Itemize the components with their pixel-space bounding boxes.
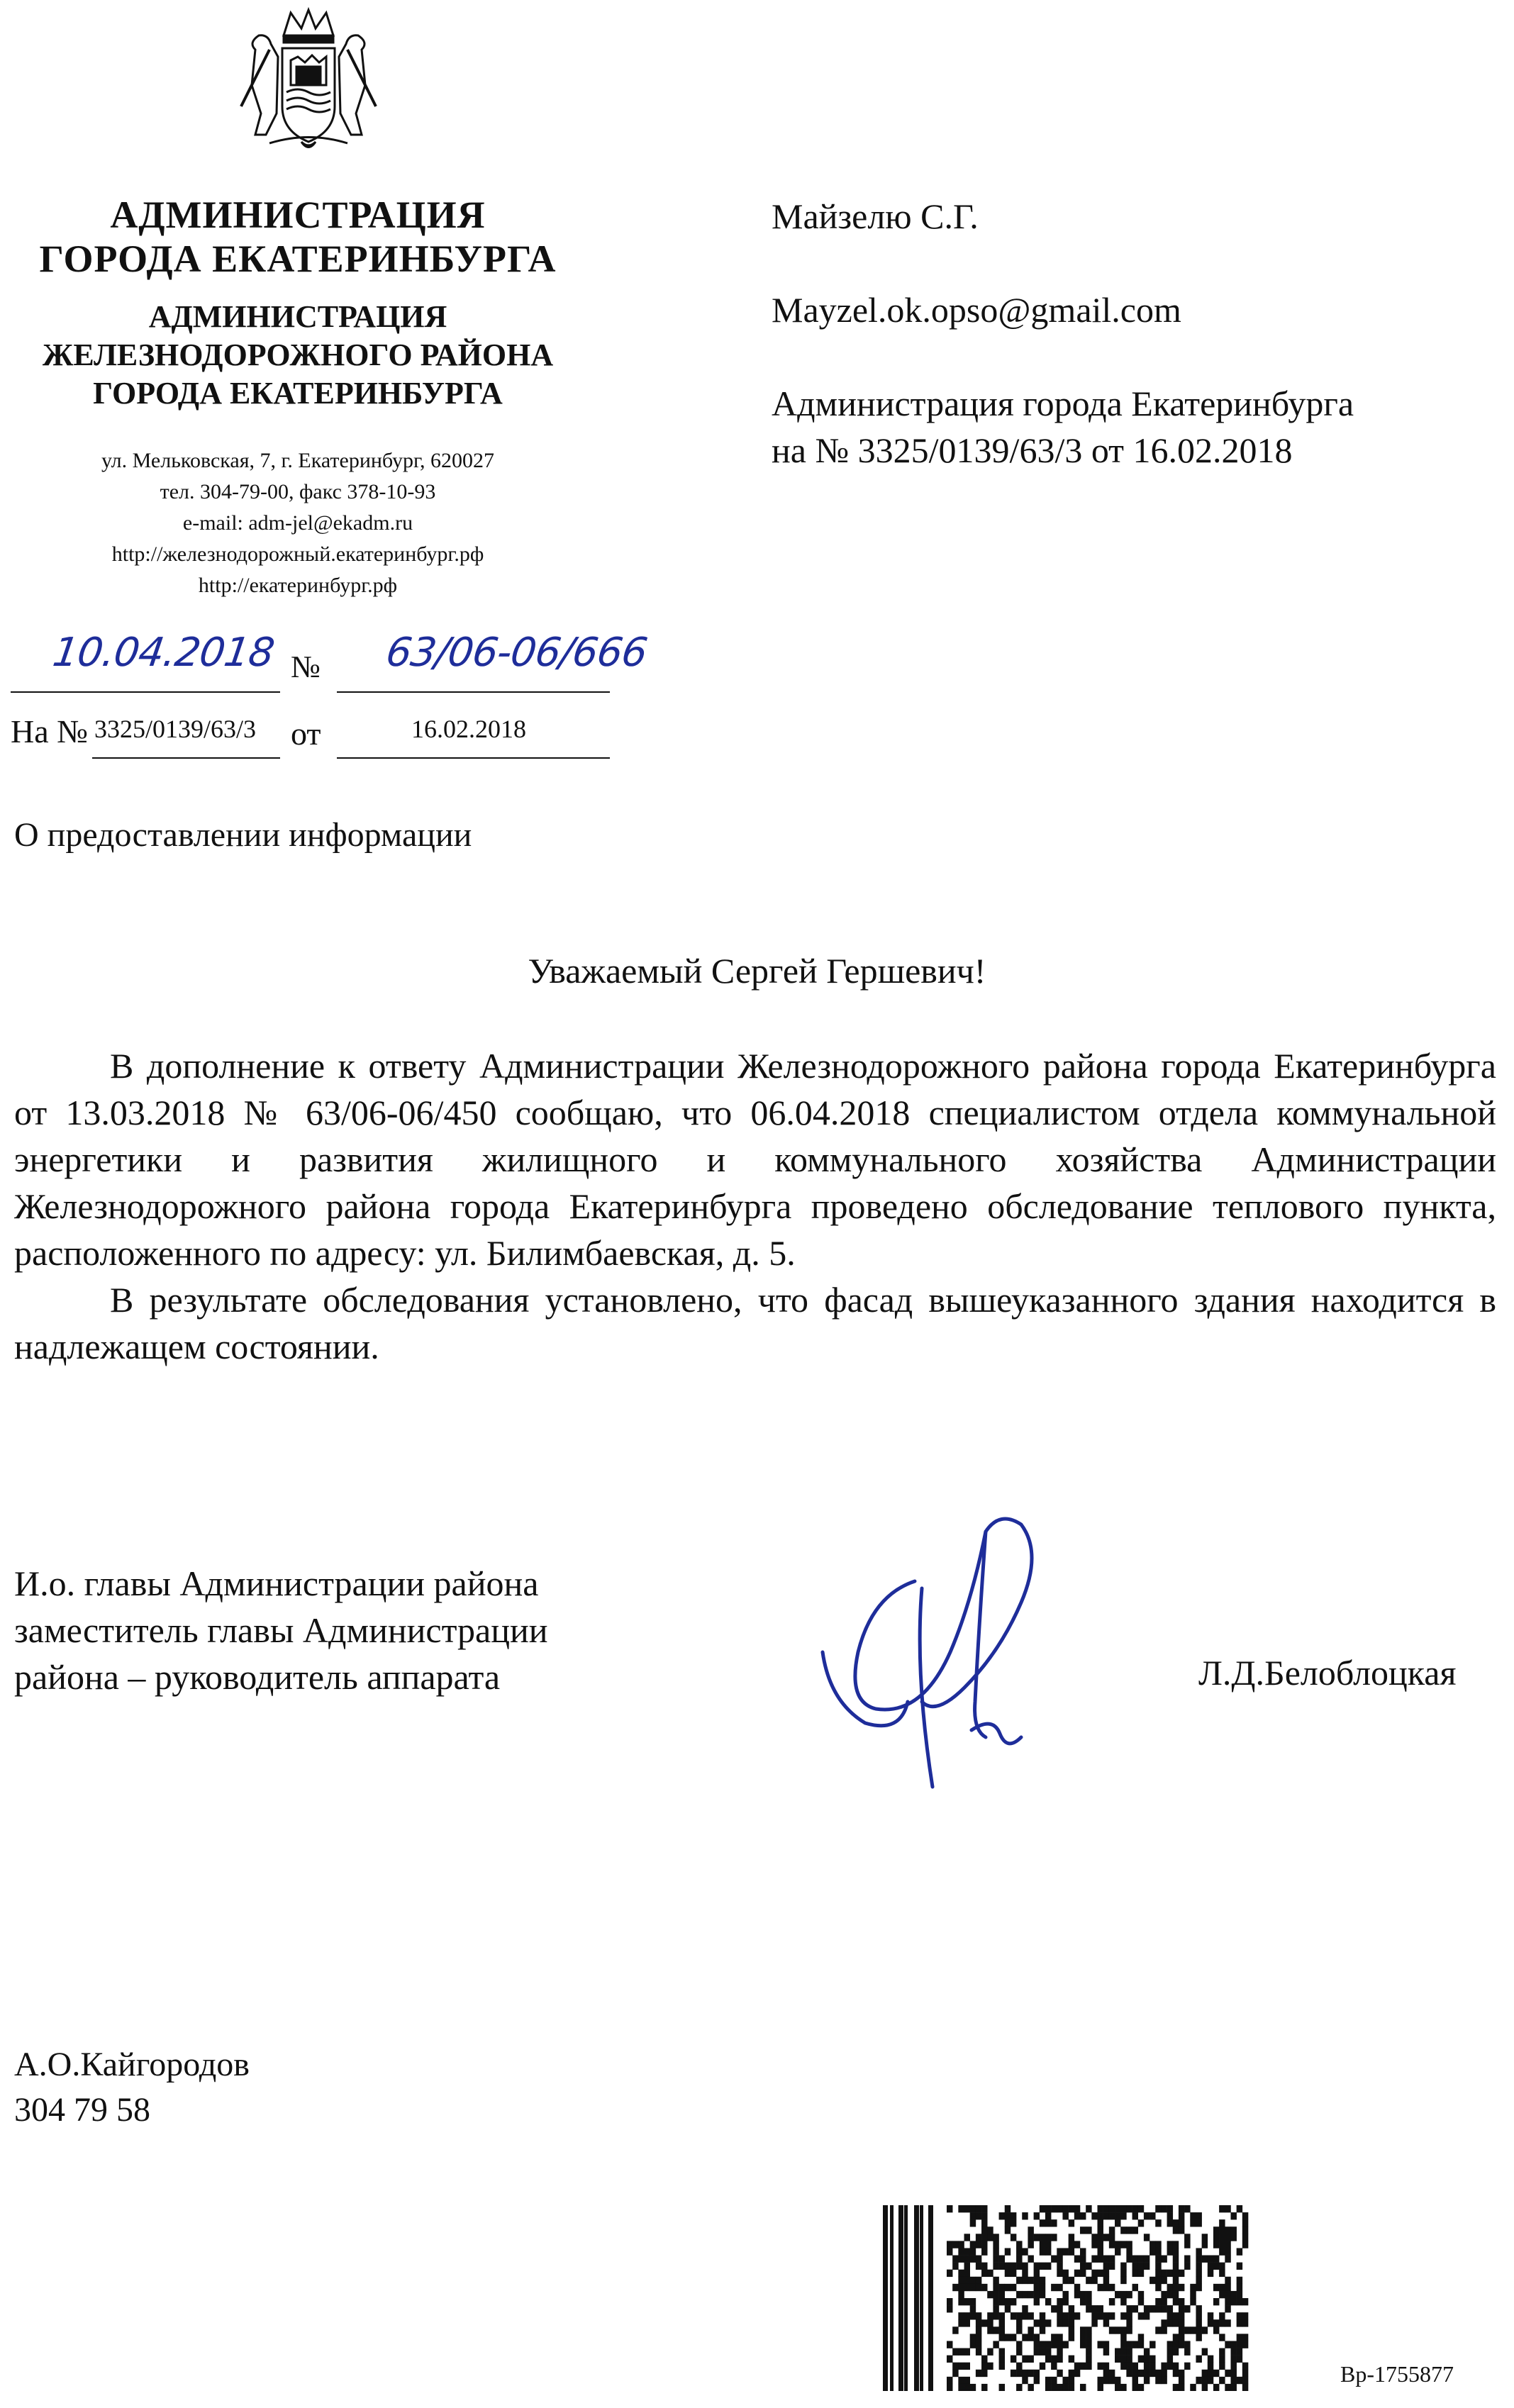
- body-paragraph: В дополнение к ответу Администрации Железнодорожного района города Екатеринбурга от 13.03.2018 № 63/06-06/450 сообщаю, что 06.04.2018 специалистом отдела коммунальной энергетики и развития жилищного и коммунального хозяйства Администрации Железнодорожного района города Екатеринбурга проведено обследование теплового пункта, расположенного по адресу: ул. Билимбаевская, д. 5.: [14, 1046, 1496, 1273]
- number-label: №: [291, 650, 321, 684]
- executor-name: А.О.Кайгородов: [14, 2046, 250, 2083]
- ref-number: 3325/0139/63/3: [94, 715, 257, 743]
- website-link[interactable]: http://железнодорожный.екатеринбург.рф: [111, 542, 484, 566]
- signer-title-line: заместитель главы Администрации: [14, 1610, 548, 1650]
- ref-label: На №: [11, 713, 89, 749]
- ref-from-label: от: [291, 715, 321, 752]
- org-line: ГОРОДА ЕКАТЕРИНБУРГА: [93, 376, 503, 411]
- number-underline: [337, 691, 610, 693]
- body-paragraph: В результате обследования установлено, что фасад вышеуказанного здания находится в надлежащем состоянии.: [14, 1280, 1496, 1366]
- addressee-name: Майзелю С.Г.: [772, 196, 979, 236]
- date-underline: [11, 691, 280, 693]
- ref-date: 16.02.2018: [411, 715, 526, 743]
- org-line: АДМИНИСТРАЦИЯ: [148, 299, 447, 334]
- city-administration-title: [14, 193, 581, 281]
- contact-block: [14, 445, 581, 601]
- greeting: Уважаемый Сергей Гершевич!: [528, 951, 986, 991]
- executor-phone: 304 79 58: [14, 2091, 150, 2129]
- signer-title-line: района – руководитель аппарата: [14, 1657, 501, 1697]
- letter-body: [14, 1042, 1496, 1370]
- phone-text: тел. 304-79-00, факс 378-10-93: [160, 480, 436, 503]
- signer-name: Л.Д.Белоблоцкая: [1198, 1653, 1457, 1693]
- registration-code: Вр-1755877: [1340, 2361, 1454, 2387]
- addressee-ref: на № 3325/0139/63/3 от 16.02.2018: [772, 430, 1293, 470]
- district-administration-title: [14, 298, 581, 413]
- addressee-block: [772, 193, 1495, 474]
- outgoing-date: 10.04.2018: [50, 630, 277, 676]
- address-text: ул. Мельковская, 7, г. Екатеринбург, 620027: [101, 449, 494, 472]
- signer-title-line: И.о. главы Администрации района: [14, 1563, 539, 1603]
- outgoing-number: 63/06-06/666: [383, 630, 650, 676]
- coat-of-arms-icon: [227, 7, 390, 156]
- barcode-icon: [883, 2205, 1252, 2391]
- ref-date-underline: [337, 757, 610, 759]
- ref-number-underline: [92, 757, 280, 759]
- executor-block: [14, 2042, 250, 2133]
- signer-title: [14, 1560, 548, 1700]
- org-line: АДМИНИСТРАЦИЯ: [110, 194, 486, 236]
- subject-line: О предоставлении информации: [14, 816, 472, 854]
- website-link[interactable]: http://екатеринбург.рф: [198, 574, 398, 597]
- org-line: ГОРОДА ЕКАТЕРИНБУРГА: [39, 238, 557, 280]
- email-text: e-mail: adm-jel@ekadm.ru: [182, 511, 413, 535]
- org-line: ЖЕЛЕЗНОДОРОЖНОГО РАЙОНА: [42, 338, 554, 372]
- signature-icon: [808, 1489, 1064, 1801]
- addressee-org: Администрация города Екатеринбурга: [772, 384, 1354, 423]
- addressee-email[interactable]: Mayzel.ok.opso@gmail.com: [772, 290, 1181, 330]
